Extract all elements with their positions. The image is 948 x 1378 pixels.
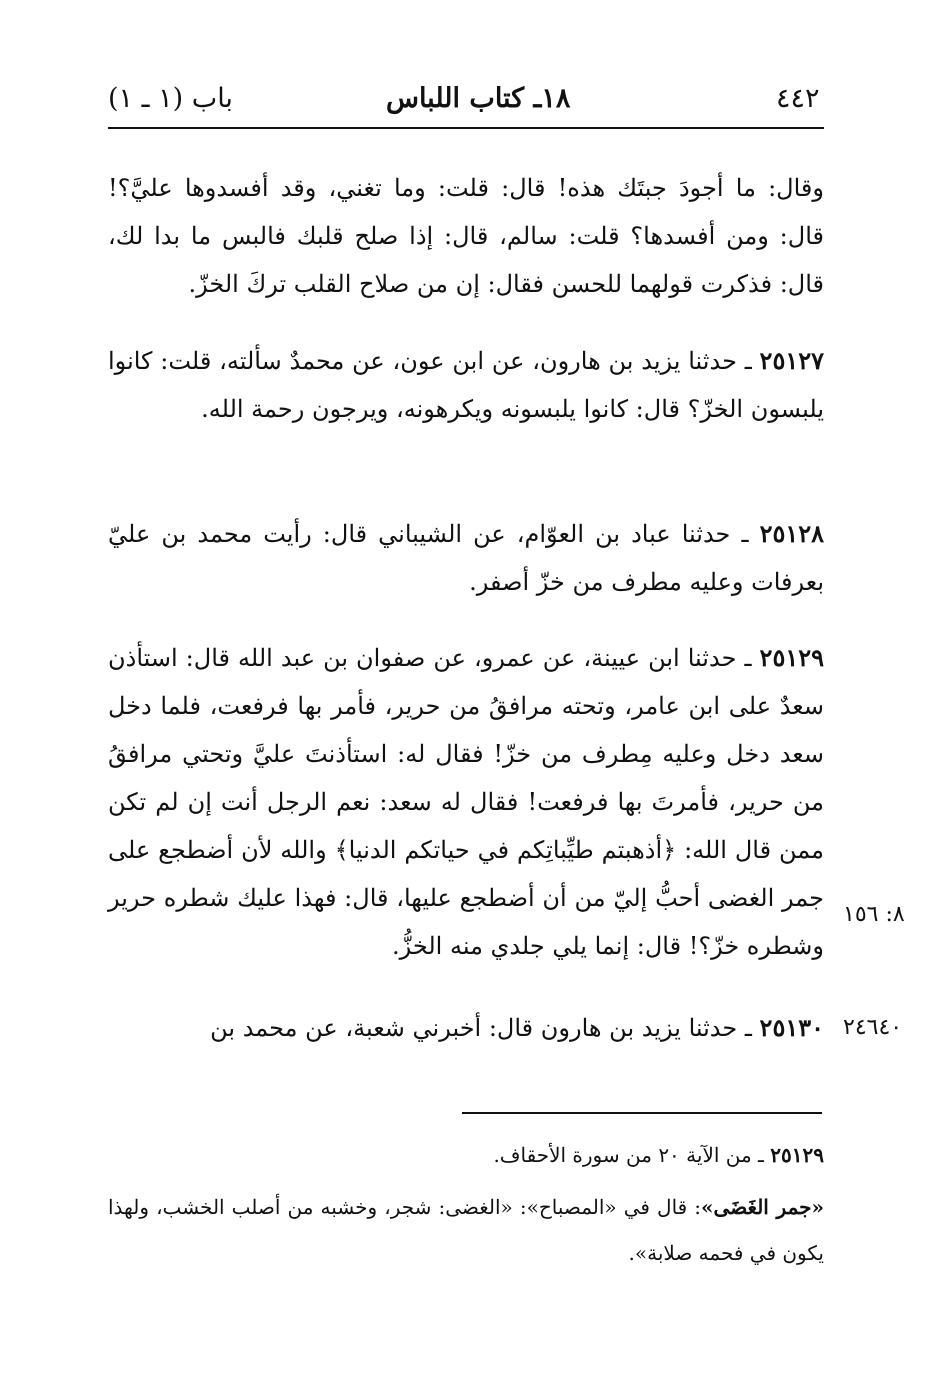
hadith-25130	[108, 1004, 824, 1052]
footnote-text: : قال في «المصباح»: «الغضى: شجر، وخشبه من أصلب الخشب، ولهذا يكون في فحمه صلابة».	[108, 1195, 824, 1265]
footnote-ref: ٢٥١٢٩	[770, 1143, 824, 1167]
footnote-2	[108, 1184, 824, 1276]
hadith-text: ـ حدثنا ابن عيينة، عن عمرو، عن صفوان بن عبد الله قال: استأذن سعدٌ على ابن عامر، وتحته مرافقُ من حرير، فأمر بها فرفعت، فلما دخل سعد دخل وعليه مِطرف من خزّ! فقال له: استأذنتَ عليَّ وتحتي مرافقُ من حرير، فأمرتَ بها فرفعت! فقال له سعد: نعم الرجل أنت إن لم تكن ممن قال الله: ﴿أذهبتم طيِّباتِكم في حياتكم الدنيا﴾ والله لأن أضطجع على جمر الغضى أحبُّ إليّ من أن أضطجع عليها، قال: فهذا عليك شطره حرير وشطره خزّ؟! قال: إنما يلي جلدي منه الخزُّ.	[108, 644, 825, 960]
hadith-number: ٢٥١٢٩	[759, 643, 824, 672]
paragraph-text: وقال: ما أجودَ جبتَك هذه! قال: قلت: وما تغني، وقد أفسدوها عليَّ؟! قال: ومن أفسدها؟ قلت: سالم، قال: إذا صلح قلبك فالبس ما بدا لك، قال: فذكرت قولهما للحسن فقال: إن من صلاح القلب تركَ الخزّ.	[108, 174, 824, 298]
hadith-text: ـ حدثنا عباد بن العوّام، عن الشيباني قال: رأيت محمد بن عليّ بعرفات وعليه مطرف من خزّ أصفر.	[108, 520, 824, 596]
page-number: ٤٤٢	[776, 83, 820, 114]
hadith-25129	[108, 634, 824, 970]
footnote-term: «جمر الغَضَى»	[701, 1195, 825, 1219]
hadith-number: ٢٥١٢٧	[759, 346, 824, 375]
hadith-25128	[108, 510, 824, 606]
footnote-1	[108, 1132, 824, 1178]
hadith-number: ٢٥١٣٠	[759, 1013, 824, 1042]
chapter-heading: باب (١ ـ ١)	[108, 83, 233, 114]
hadith-text: ـ حدثنا يزيد بن هارون، عن ابن عون، عن محمدٌ سألته، قلت: كانوا يلبسون الخزّ؟ قال: كانوا يلبسونه ويكرهونه، ويرجون رحمة الله.	[108, 347, 824, 423]
hadith-text: ـ حدثنا يزيد بن هارون قال: أخبرني شعبة، عن محمد بن	[210, 1014, 752, 1042]
margin-verse-ref: ٨: ١٥٦	[843, 902, 905, 927]
footnote-text: ـ من الآية ٢٠ من سورة الأحقاف.	[493, 1143, 771, 1167]
paragraph-continuation	[108, 164, 824, 308]
hadith-number: ٢٥١٢٨	[759, 519, 825, 548]
book-title: ١٨ـ كتاب اللباس	[386, 83, 571, 114]
margin-volume-ref: ٢٤٦٤٠	[843, 1015, 903, 1040]
footnote-rule	[462, 1112, 822, 1114]
header-rule	[108, 127, 824, 129]
hadith-25127	[108, 337, 824, 433]
